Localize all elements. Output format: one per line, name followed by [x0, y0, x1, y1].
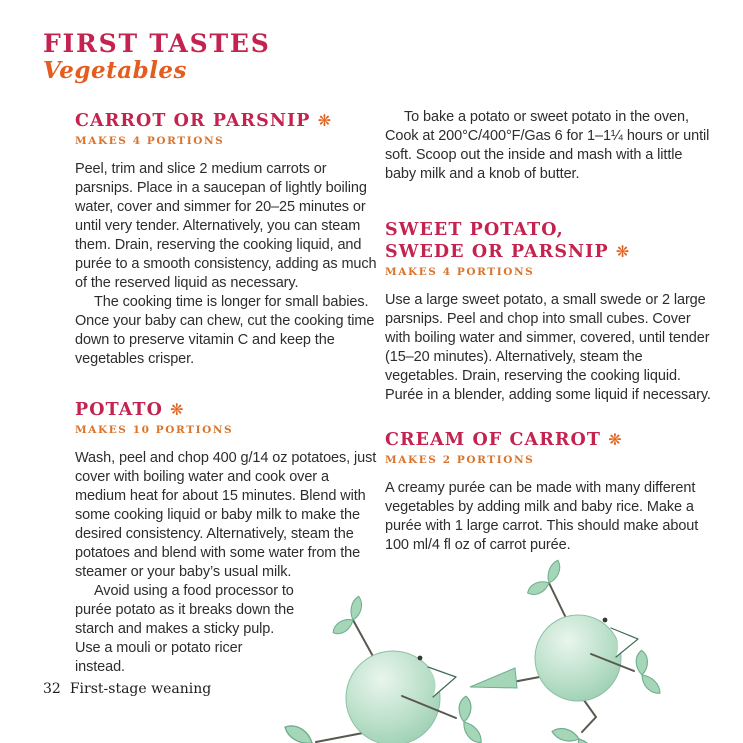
flower-asterisk-icon: ❋ [317, 111, 332, 130]
pea-right-eye [603, 618, 608, 623]
recipe-paragraph: Avoid using a food processor to purée potato as it breaks down the starch and makes a sticky pulp. Use a mouli or potato ricer instead. [75, 583, 295, 675]
recipe-yield: MAKES 4 PORTIONS [75, 135, 225, 147]
recipe-paragraph: Wash, peel and chop 400 g/14 oz potatoes, just cover with boiling water and cook over a medium heat for about 15 minutes. Blend with some cooking liquid or baby milk to make the desired consistency. Alternatively, steam the potatoes and blend with some water from the steamer or your baby’s usual milk. [75, 450, 377, 580]
pea-left-character [281, 596, 496, 743]
page-number: 32 [43, 681, 61, 697]
recipe-sweet-potato-swede-or-parsnip [385, 220, 715, 405]
recipe-title [75, 399, 377, 421]
page-title: FIRST TASTES [43, 29, 271, 58]
recipe-carrot-or-parsnip [75, 110, 377, 369]
recipe-paragraph: Peel, trim and slice 2 medium carrots or parsnips. Place in a saucepan of lightly boiling water, cover and simmer for 20–25 minutes or until very tender. Alternatively, you can steam them. Drain, reserving the cooking liquid, and purée to a smooth consistency, adding as much of the reserved liquid as necessary. [75, 161, 377, 291]
flower-asterisk-icon: ❋ [615, 242, 630, 261]
recipe-paragraph: Use a large sweet potato, a small swede or 2 large parsnips. Peel and chop into small cubes. Cover with boiling water and simmer, covered, until tender (15–20 minutes). Alternatively, steam the vegetables. Drain, reserving the cooking liquid. Purée in a blender, adding some liquid if necessary. [385, 292, 711, 403]
page-footer [43, 681, 211, 697]
recipe-title [75, 110, 377, 132]
recipe-yield: MAKES 2 PORTIONS [385, 454, 535, 466]
flower-asterisk-icon: ❋ [608, 430, 622, 449]
pea-right-character [470, 560, 672, 743]
recipe-title-text: CARROT OR PARSNIP [75, 111, 311, 131]
bake-note-paragraph: To bake a potato or sweet potato in the oven, Cook at 200°C/400°F/Gas 6 for 1–1¼ hours or until soft. Scoop out the inside and mash with a little baby milk and a knob of butter. [385, 109, 710, 182]
flower-asterisk-icon: ❋ [170, 400, 184, 419]
recipe-title-line1: SWEET POTATO, [385, 220, 564, 240]
pea-left-eye [418, 656, 423, 661]
footer-section-label: First-stage weaning [69, 681, 212, 697]
recipe-cream-of-carrot [385, 429, 715, 555]
pea-characters-illustration [278, 556, 723, 743]
recipe-paragraph: The cooking time is longer for small babies. Once your baby can chew, cut the cooking time down to preserve vitamin C and keep the vegetables crisper. [75, 294, 375, 367]
recipe-paragraph: A creamy purée can be made with many different vegetables by adding milk and baby rice. Make a purée with 1 large carrot. This should make about 100 ml/4 fl oz of carrot purée. [385, 480, 699, 553]
recipe-title-text: CREAM OF CARROT [385, 430, 601, 450]
right-column [385, 108, 715, 555]
recipe-title-line2: SWEDE OR PARSNIP [385, 242, 609, 262]
recipe-yield: MAKES 10 PORTIONS [75, 424, 234, 436]
page-subtitle: Vegetables [43, 57, 188, 84]
recipe-yield: MAKES 4 PORTIONS [385, 266, 535, 278]
recipe-title-text: POTATO [75, 400, 163, 420]
recipe-title [385, 220, 715, 263]
page-header [43, 30, 271, 84]
recipe-title [385, 429, 715, 451]
